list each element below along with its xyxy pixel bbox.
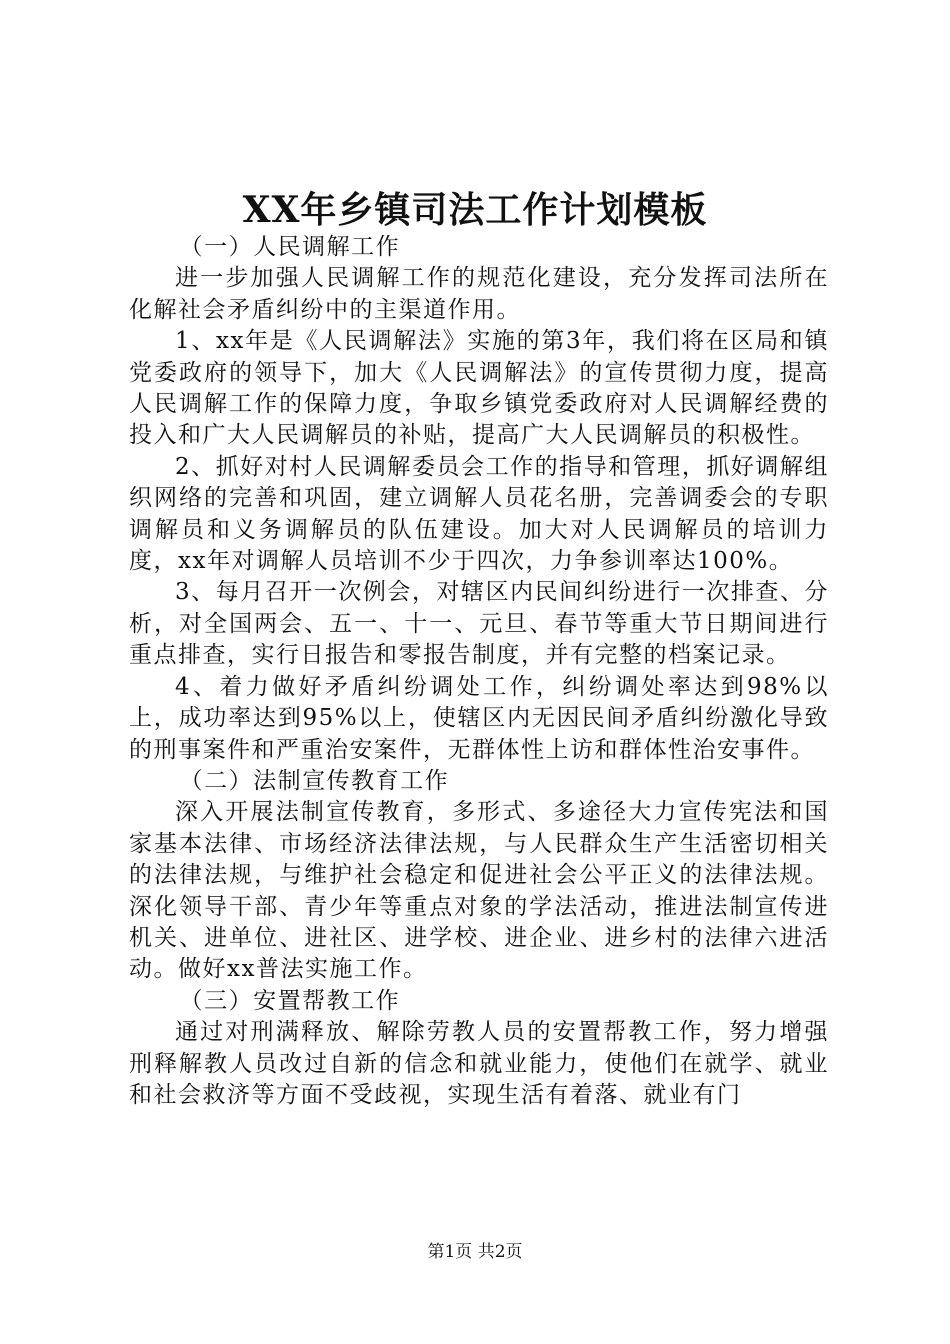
paragraph-item-1: 1、xx年是《人民调解法》实施的第3年，我们将在区局和镇党委政府的领导下，加大《人民调解法》的宣传贯彻力度，提高人民调解工作的保障力度，争取乡镇党委政府对人民调解经费的投入和广大人民调解员的补贴，提高广大人民调解员的积极性。 (129, 328, 829, 449)
paragraph-item-2: 2、抓好对村人民调解委员会工作的指导和管理，抓好调解组织网络的完善和巩固，建立调解人员花名册，完善调委会的专职调解员和义务调解员的队伍建设。加大对人民调解员的培训力度，xx年对调解人员培训不少于四次，力争参训率达100%。 (129, 453, 829, 575)
document-title: XX年乡镇司法工作计划模板 (242, 189, 708, 231)
paragraph-item-4: 4、着力做好矛盾纠纷调处工作，纠纷调处率达到98%以上，成功率达到95%以上，使辖区内无因民间矛盾纠纷激化导致的刑事案件和严重治安案件，无群体性上访和群体性治安事件。 (129, 673, 829, 763)
document-body (129, 232, 829, 1111)
paragraph-item-3: 3、每月召开一次例会，对辖区内民间纠纷进行一次排查、分析，对全国两会、五一、十一、元旦、春节等重大节日期间进行重点排查，实行日报告和零报告制度，并有完整的档案记录。 (129, 579, 829, 669)
section-heading-resettlement: （三）安置帮教工作 (179, 987, 401, 1014)
section-heading-mediation: （一）人民调解工作 (179, 234, 401, 260)
paragraph-mediation-intro: 进一步加强人民调解工作的规范化建设，充分发挥司法所在化解社会矛盾纠纷中的主渠道作用。 (129, 265, 829, 323)
page-footer: 第1页 共2页 (427, 1242, 523, 1262)
paragraph-resettlement: 通过对刑满释放、解除劳教人员的安置帮教工作，努力增强刑释解教人员改过自新的信念和就业能力，使他们在就学、就业和社会救济等方面不受歧视，实现生活有着落、就业有门 (129, 1019, 829, 1108)
section-heading-legal-education: （二）法制宣传教育工作 (179, 767, 450, 794)
paragraph-legal-education: 深入开展法制宣传教育，多形式、多途径大力宣传宪法和国家基本法律、市场经济法律法规，与人民群众生产生活密切相关的法律法规，与维护社会稳定和促进社会公平正义的法律法规。深化领导干部、青少年等重点对象的学法活动，推进法制宣传进机关、进单位、进社区、进学校、进企业、进乡村的法律六进活动。做好xx普法实施工作。 (129, 799, 829, 983)
